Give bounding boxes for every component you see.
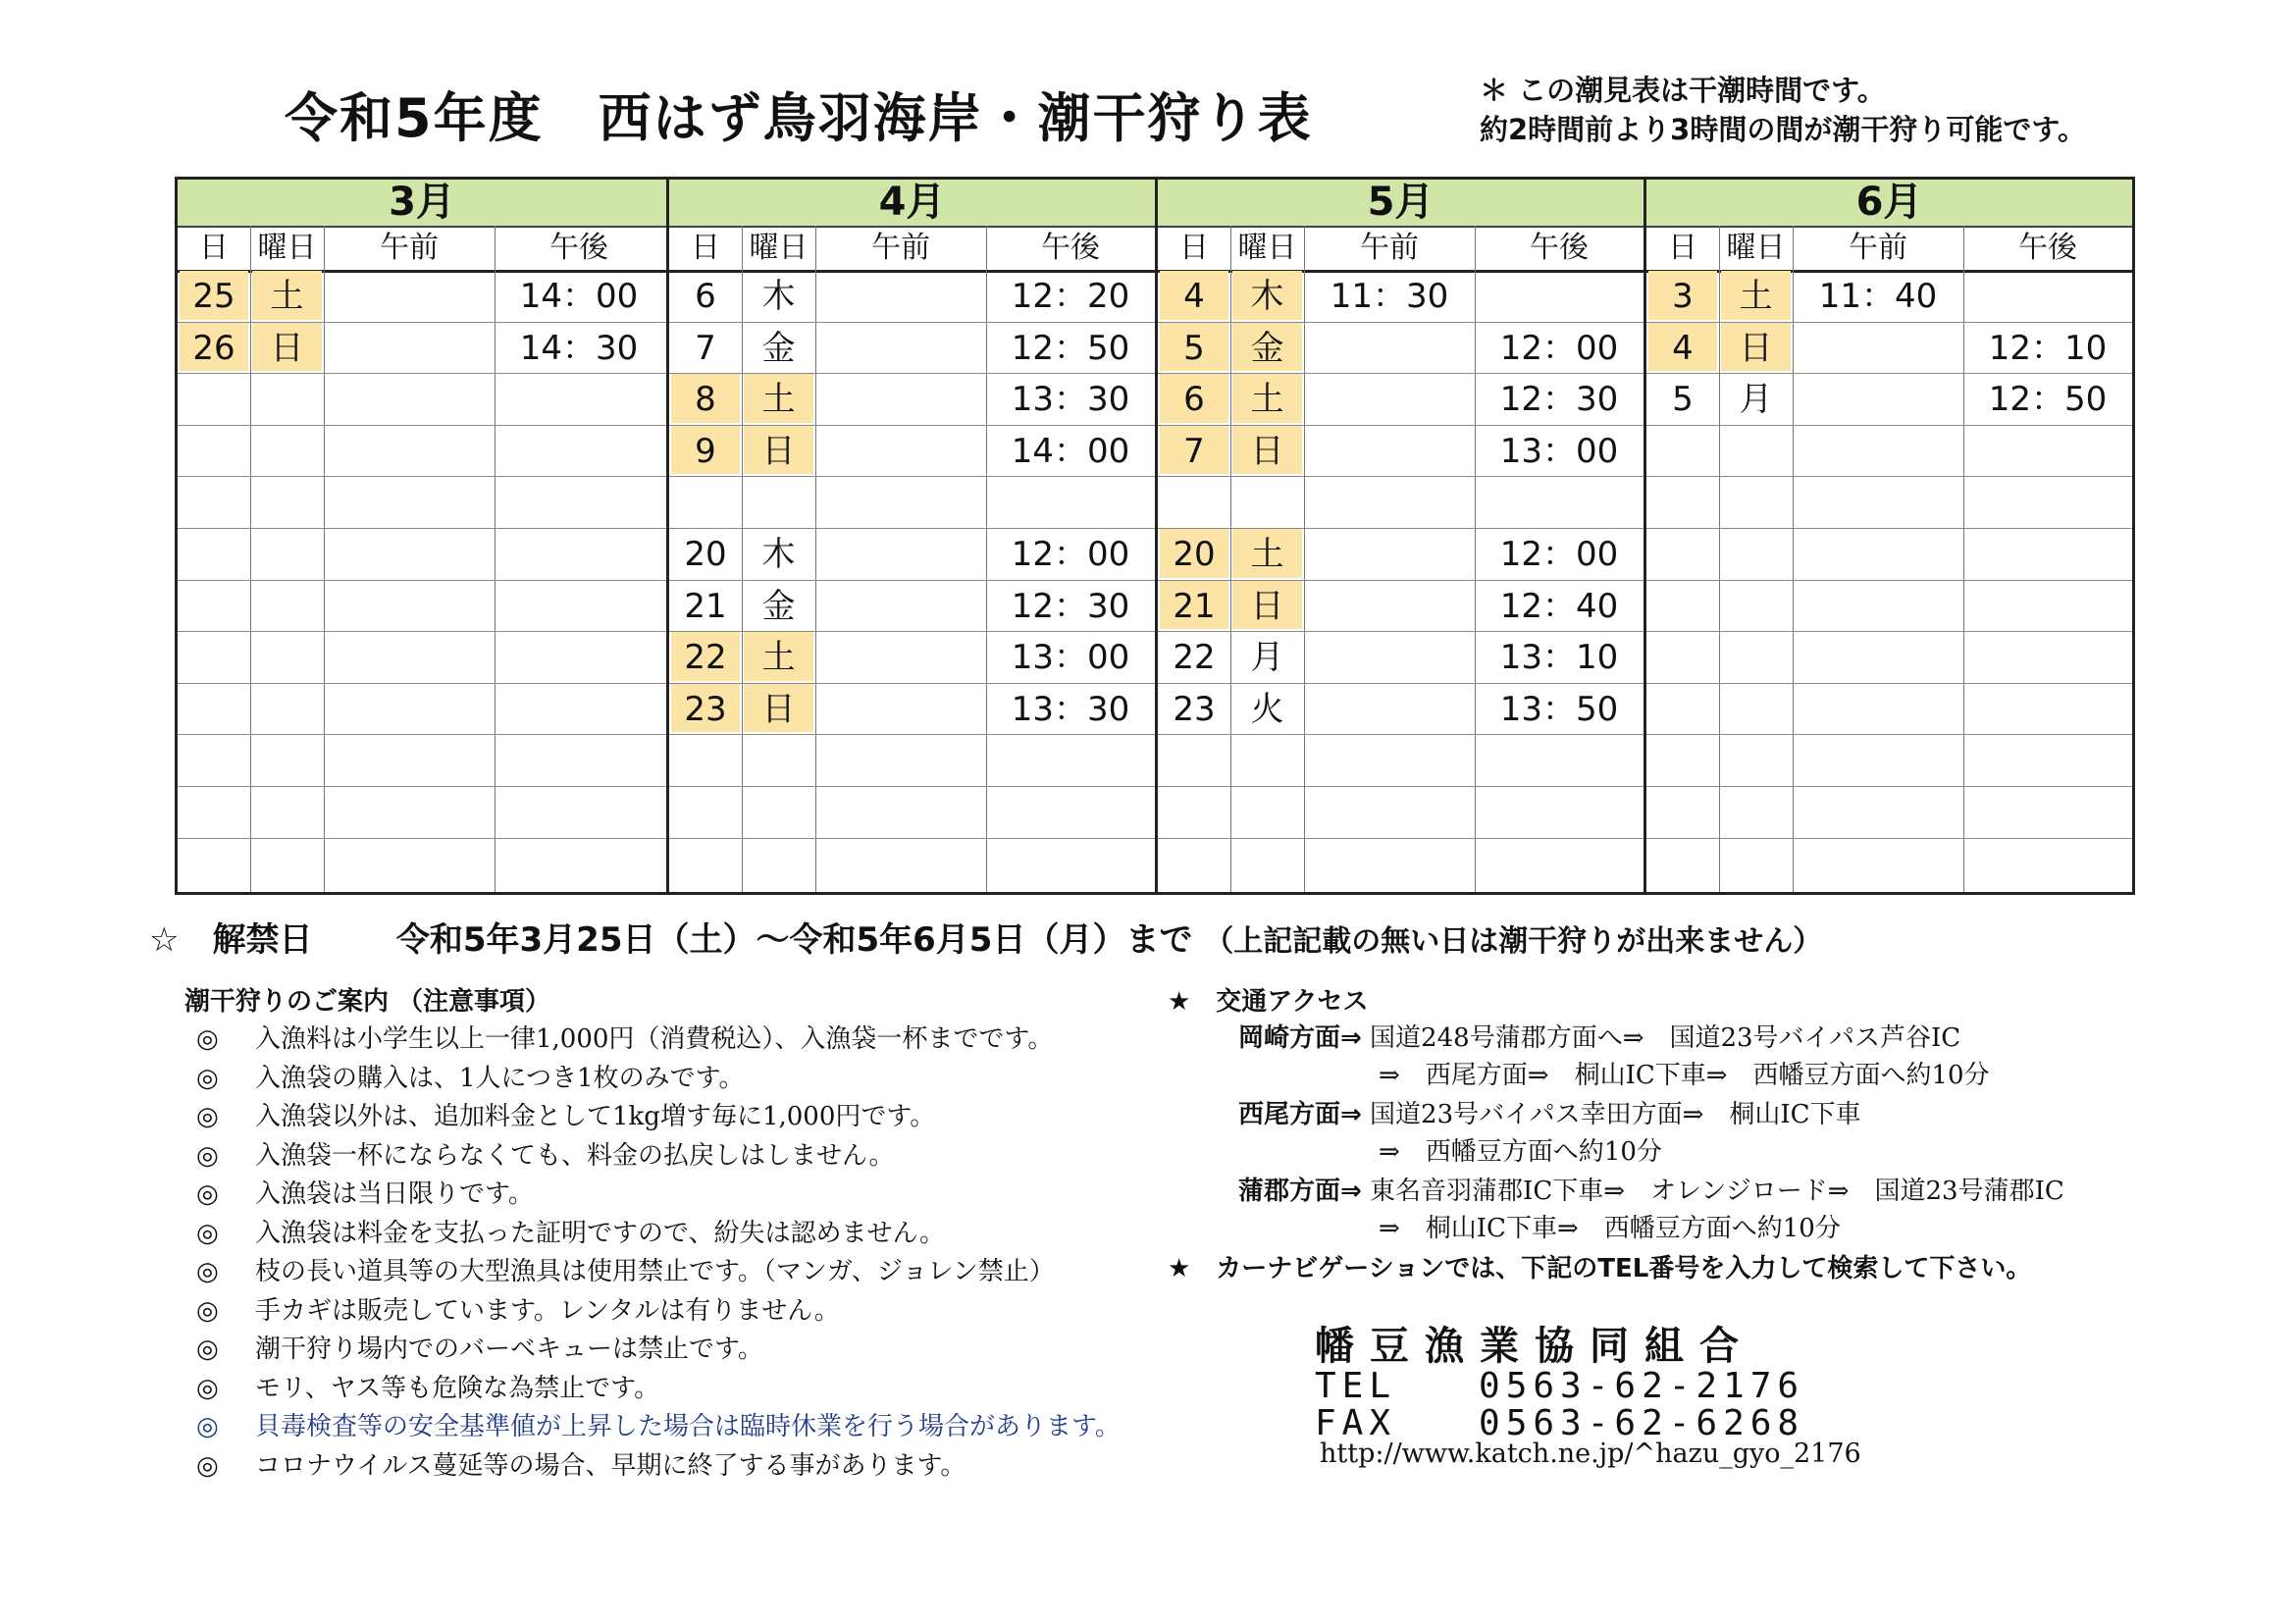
am-time-cell <box>1306 632 1473 681</box>
column-header: 午後 <box>1041 231 1100 265</box>
access-title: ★ 交通アクセス <box>1168 987 1369 1017</box>
column-header: 午前 <box>1360 231 1419 265</box>
month-header: 6月 <box>1646 180 2132 228</box>
column-divider <box>742 226 743 892</box>
month-block-5 <box>1155 180 1644 892</box>
route-detail: 東名音羽蒲郡IC下車⇒ オレンジロード⇒ 国道23号蒲郡IC <box>1361 1177 2064 1206</box>
guide-title: 潮干狩りのご案内 （注意事項） <box>184 987 551 1017</box>
telephone: TEL 0563-62-2176 <box>1315 1366 1805 1406</box>
row-divider <box>1158 734 1644 735</box>
guide-item <box>196 1368 659 1404</box>
am-time-cell <box>1306 581 1473 630</box>
column-divider <box>250 226 251 892</box>
weekday-cell <box>744 477 813 526</box>
page-title: 令和5年度 西はず鳥羽海岸・潮干狩り表 <box>285 87 1313 149</box>
weekday-cell: 土 <box>744 374 813 423</box>
route-continuation: ⇒ 西尾方面⇒ 桐山IC下車⇒ 西幡豆方面へ約10分 <box>1379 1061 1990 1090</box>
am-time-cell: 11：30 <box>1330 277 1449 316</box>
bullet-icon: ◎ <box>196 1102 219 1131</box>
guide-item <box>196 1096 935 1132</box>
day-cell: 9 <box>671 426 740 475</box>
am-time-cell <box>1306 529 1473 578</box>
month-block-3 <box>178 180 666 892</box>
bullet-icon: ◎ <box>196 1024 219 1054</box>
day-cell: 5 <box>1672 380 1694 420</box>
day-cell: 23 <box>671 684 740 733</box>
row-divider <box>178 838 666 839</box>
tide-schedule-table <box>175 177 2135 895</box>
row-divider <box>669 734 1155 735</box>
row-divider <box>1646 425 2132 426</box>
weekday-cell: 日 <box>1232 581 1302 630</box>
tide-note <box>1480 71 2086 149</box>
open-season-label: ☆ 解禁日 <box>149 920 313 960</box>
column-header: 日 <box>1668 231 1697 265</box>
day-cell: 25 <box>180 271 248 320</box>
guide-item <box>196 1290 840 1327</box>
pm-time-cell: 12：00 <box>1499 535 1619 574</box>
pm-time-cell: 14：30 <box>519 328 639 368</box>
column-divider <box>1475 226 1476 892</box>
pm-time-cell: 13：50 <box>1499 689 1619 729</box>
guide-item-text: コロナウイルス蔓延等の場合、早期に終了する事があります。 <box>255 1450 966 1481</box>
row-divider <box>1646 631 2132 632</box>
open-season-note: （上記記載の無い日は潮干狩りが出来ません） <box>1204 924 1823 959</box>
bullet-icon: ◎ <box>196 1335 219 1364</box>
car-navigation-note: ★ カーナビゲーションでは、下記のTEL番号を入力して検索して下さい。 <box>1168 1254 2032 1283</box>
month-header: 4月 <box>669 180 1155 228</box>
column-header: 午前 <box>871 231 930 265</box>
guide-item <box>196 1135 895 1172</box>
route-line <box>1238 1171 2064 1207</box>
guide-item <box>196 1329 763 1365</box>
column-divider <box>1304 226 1305 892</box>
weekday-cell: 金 <box>761 328 796 368</box>
pm-time-cell: 12：50 <box>1011 328 1130 368</box>
day-cell: 8 <box>671 374 740 423</box>
bullet-icon: ◎ <box>196 1412 219 1441</box>
guide-item-text: 潮干狩り場内でのバーベキューは禁止です。 <box>255 1335 763 1364</box>
column-divider <box>986 226 987 892</box>
route-origin: 西尾方面⇒ <box>1238 1100 1362 1129</box>
guide-item-text: 貝毒検査等の安全基準値が上昇した場合は臨時休業を行う場合があります。 <box>255 1412 1121 1441</box>
am-time-cell <box>817 374 984 423</box>
day-cell <box>1160 477 1228 526</box>
row-divider <box>1646 734 2132 735</box>
pm-time-cell: 12：00 <box>1499 328 1619 368</box>
pm-time-cell: 12：50 <box>1988 380 2108 420</box>
month-header: 5月 <box>1158 180 1644 228</box>
column-header: 日 <box>199 231 229 265</box>
weekday-cell: 木 <box>761 277 796 316</box>
day-cell: 5 <box>1160 323 1228 372</box>
day-cell: 4 <box>1160 271 1228 320</box>
am-time-cell <box>817 426 984 475</box>
column-divider <box>1793 226 1794 892</box>
day-cell: 26 <box>180 323 248 372</box>
pm-time-cell: 13：00 <box>1011 638 1130 678</box>
column-divider <box>815 226 816 892</box>
column-header: 午前 <box>380 231 439 265</box>
weekday-cell: 木 <box>761 535 796 574</box>
row-divider <box>178 580 666 581</box>
weekday-cell: 木 <box>1232 271 1302 320</box>
bullet-icon: ◎ <box>196 1063 219 1093</box>
guide-item-text: 入漁料は小学生以上一律1,000円（消費税込）、入漁袋一杯までです。 <box>255 1024 1054 1054</box>
column-header: 午後 <box>549 231 608 265</box>
row-divider <box>178 528 666 529</box>
day-cell: 7 <box>1160 426 1228 475</box>
column-header: 曜日 <box>749 231 809 265</box>
am-time-cell <box>1795 374 1961 423</box>
am-time-cell <box>817 477 984 526</box>
row-divider <box>178 631 666 632</box>
guide-item-text: 入漁袋の購入は、1人につき1枚のみです。 <box>255 1063 745 1093</box>
weekday-cell: 金 <box>1232 323 1302 372</box>
weekday-cell: 土 <box>1232 374 1302 423</box>
website-link[interactable]: http://www.katch.ne.jp/^hazu_gyo_2176 <box>1320 1439 1861 1469</box>
weekday-cell: 日 <box>1721 323 1791 372</box>
day-cell: 7 <box>695 328 716 368</box>
pm-time-cell: 12：30 <box>1499 380 1619 420</box>
column-header: 午前 <box>1849 231 1907 265</box>
pm-time-cell <box>1477 271 1642 320</box>
pm-time-cell: 12：20 <box>1011 277 1130 316</box>
row-divider <box>1158 838 1644 839</box>
day-cell: 22 <box>671 632 740 681</box>
route-line <box>1238 1094 1861 1130</box>
column-divider <box>1230 226 1231 892</box>
am-time-cell <box>1306 684 1473 733</box>
bullet-icon: ◎ <box>196 1295 219 1326</box>
am-time-cell <box>817 529 984 578</box>
day-cell: 20 <box>1160 529 1228 578</box>
pm-time-cell: 12：10 <box>1988 328 2108 368</box>
pm-time-cell: 12：40 <box>1499 586 1619 626</box>
guide-item <box>196 1445 965 1482</box>
day-cell <box>671 477 740 526</box>
pm-time-cell: 12：30 <box>1011 586 1130 626</box>
pm-time-cell: 14：00 <box>519 277 639 316</box>
am-time-cell <box>817 581 984 630</box>
guide-item-text: 入漁袋は料金を支払った証明ですので、紛失は認めません。 <box>255 1218 946 1248</box>
weekday-cell: 土 <box>1232 529 1302 578</box>
pm-time-cell: 13：10 <box>1499 638 1619 678</box>
row-divider <box>1646 580 2132 581</box>
pm-time-cell: 12：00 <box>1011 535 1130 574</box>
am-time-cell <box>817 271 984 320</box>
weekday-cell: 日 <box>744 426 813 475</box>
day-cell: 21 <box>684 586 727 626</box>
guide-item <box>196 1251 1055 1287</box>
open-season-dates: 令和5年3月25日（土）～令和5年6月5日（月）まで <box>395 920 1193 960</box>
am-time-cell <box>326 323 493 372</box>
am-time-cell <box>1795 323 1961 372</box>
day-cell: 3 <box>1648 271 1717 320</box>
guide-item-text: 枝の長い道具等の大型漁具は使用禁止です。（マンガ、ジョレン禁止） <box>255 1257 1055 1286</box>
column-header: 曜日 <box>1726 231 1786 265</box>
weekday-cell: 土 <box>744 632 813 681</box>
column-header: 曜日 <box>257 231 317 265</box>
day-cell: 23 <box>1173 689 1216 729</box>
weekday-cell: 月 <box>1739 380 1773 420</box>
guide-item <box>196 1058 745 1094</box>
am-time-cell: 11：40 <box>1818 277 1938 316</box>
pm-time-cell <box>1477 477 1642 526</box>
day-cell: 20 <box>684 535 727 574</box>
column-header: 日 <box>1179 231 1209 265</box>
route-detail: 国道248号蒲郡方面へ⇒ 国道23号バイパス芦谷IC <box>1361 1023 1961 1053</box>
row-divider <box>178 734 666 735</box>
row-divider <box>1646 786 2132 787</box>
am-time-cell <box>326 271 493 320</box>
column-divider <box>1719 226 1720 892</box>
column-header: 曜日 <box>1237 231 1297 265</box>
guide-item-text: 入漁袋一杯にならなくても、料金の払戻しはしません。 <box>255 1140 895 1171</box>
month-header: 3月 <box>178 180 666 228</box>
bullet-icon: ◎ <box>196 1373 219 1403</box>
day-cell: 4 <box>1648 323 1717 372</box>
bullet-icon: ◎ <box>196 1257 219 1286</box>
weekday-cell: 日 <box>1232 426 1302 475</box>
am-time-cell <box>1306 323 1473 372</box>
bullet-icon: ◎ <box>196 1179 219 1209</box>
row-divider <box>1646 838 2132 839</box>
guide-item-text: 入漁袋は当日限りです。 <box>255 1179 534 1209</box>
weekday-cell: 火 <box>1250 689 1284 729</box>
month-block-6 <box>1644 180 2132 892</box>
month-block-4 <box>666 180 1155 892</box>
weekday-cell: 土 <box>252 271 322 320</box>
am-time-cell <box>817 323 984 372</box>
row-divider <box>178 683 666 684</box>
row-divider <box>1158 786 1644 787</box>
pm-time-cell <box>988 477 1153 526</box>
am-time-cell <box>1306 477 1473 526</box>
route-continuation: ⇒ 桐山IC下車⇒ 西幡豆方面へ約10分 <box>1379 1214 1841 1243</box>
row-divider <box>178 425 666 426</box>
guide-item-text: 入漁袋以外は、追加料金として1kg増す毎に1,000円です。 <box>255 1102 936 1131</box>
route-continuation: ⇒ 西幡豆方面へ約10分 <box>1379 1137 1662 1167</box>
pm-time-cell: 14：00 <box>1011 431 1130 471</box>
weekday-cell: 日 <box>252 323 322 372</box>
bullet-icon: ◎ <box>196 1218 219 1248</box>
column-divider <box>1963 226 1964 892</box>
route-origin: 蒲郡方面⇒ <box>1238 1177 1362 1206</box>
guide-item-text: モリ、ヤス等も危険な為禁止です。 <box>255 1373 660 1403</box>
row-divider <box>669 838 1155 839</box>
pm-time-cell: 13：30 <box>1011 380 1130 420</box>
weekday-cell: 日 <box>744 684 813 733</box>
row-divider <box>669 786 1155 787</box>
route-line <box>1238 1018 1960 1054</box>
pm-time-cell: 13：00 <box>1499 431 1619 471</box>
row-divider <box>1646 476 2132 477</box>
guide-item-text: 手カギは販売しています。レンタルは有りません。 <box>255 1295 840 1326</box>
am-time-cell <box>1306 374 1473 423</box>
fax: FAX 0563-62-6268 <box>1315 1403 1805 1443</box>
weekday-cell <box>1232 477 1302 526</box>
guide-item <box>196 1213 945 1249</box>
weekday-cell: 土 <box>1721 271 1791 320</box>
guide-item <box>196 1406 1121 1442</box>
row-divider <box>1646 683 2132 684</box>
row-divider <box>178 786 666 787</box>
note-line-2: 約2時間前より3時間の間が潮干狩り可能です。 <box>1480 113 2087 146</box>
column-header: 日 <box>691 231 720 265</box>
weekday-cell: 月 <box>1250 638 1284 678</box>
day-cell: 6 <box>695 277 716 316</box>
bullet-icon: ◎ <box>196 1450 219 1481</box>
column-header: 午後 <box>2018 231 2077 265</box>
day-cell: 22 <box>1173 638 1216 678</box>
guide-item <box>196 1019 1053 1055</box>
row-divider <box>178 373 666 374</box>
pm-time-cell: 13：30 <box>1011 689 1130 729</box>
day-cell: 21 <box>1160 581 1228 630</box>
row-divider <box>1646 528 2132 529</box>
route-origin: 岡崎方面⇒ <box>1238 1023 1362 1053</box>
am-time-cell <box>817 684 984 733</box>
column-header: 午後 <box>1530 231 1589 265</box>
row-divider <box>178 476 666 477</box>
route-detail: 国道23号バイパス幸田方面⇒ 桐山IC下車 <box>1361 1100 1861 1129</box>
organization-name: 幡豆漁業協同組合 <box>1315 1324 1754 1369</box>
column-divider <box>324 226 325 892</box>
note-line-1: ＊ この潮見表は干潮時間です。 <box>1480 74 1886 107</box>
column-divider <box>495 226 496 892</box>
day-cell: 6 <box>1160 374 1228 423</box>
guide-item <box>196 1174 534 1210</box>
pm-time-cell <box>1965 271 2130 320</box>
bullet-icon: ◎ <box>196 1140 219 1171</box>
am-time-cell <box>1306 426 1473 475</box>
weekday-cell: 金 <box>761 586 796 626</box>
open-season <box>149 913 1822 961</box>
am-time-cell <box>817 632 984 681</box>
